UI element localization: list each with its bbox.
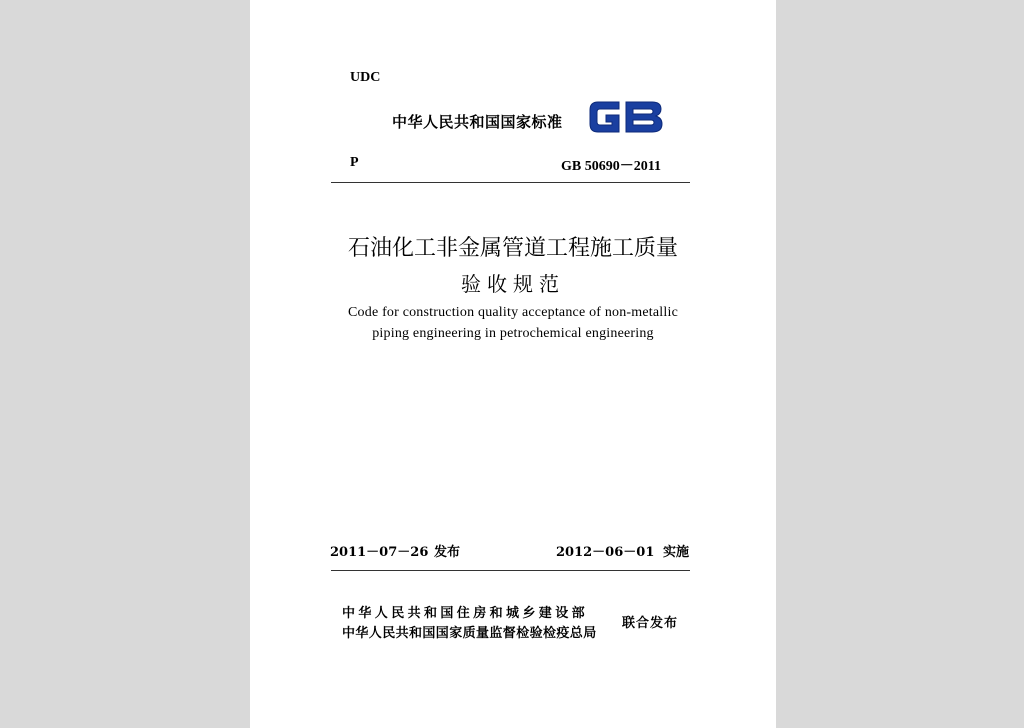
document-page: [250, 0, 776, 728]
implementation-date: 2012－06－01: [556, 545, 655, 560]
joint-issue-label: 联合发布: [622, 616, 679, 631]
issue-date: 2011－07－26: [330, 545, 429, 560]
issue-label: 发布: [434, 545, 461, 560]
udc-label: UDC: [350, 70, 381, 85]
title-chinese-line1: 石油化工非金属管道工程施工质量: [347, 236, 678, 261]
issuer-quality-administration: 中华人民共和国国家质量监督检验检疫总局: [342, 626, 597, 641]
gb-logo-icon: [586, 96, 666, 138]
top-divider: [331, 182, 690, 183]
standard-number: GB 50690－2011: [561, 159, 661, 174]
classification-code: P: [350, 155, 359, 170]
title-english-line1: Code for construction quality acceptance of non-metallic: [348, 305, 678, 320]
title-chinese-line2: 验收规范: [461, 272, 565, 296]
issuer-ministry-housing: 中华人民共和国住房和城乡建设部: [342, 606, 589, 621]
title-english-line2: piping engineering in petrochemical engineering: [372, 326, 654, 341]
bottom-divider: [331, 570, 690, 571]
implementation-label: 实施: [663, 545, 690, 560]
national-standard-name: 中华人民共和国国家标准: [392, 113, 563, 131]
